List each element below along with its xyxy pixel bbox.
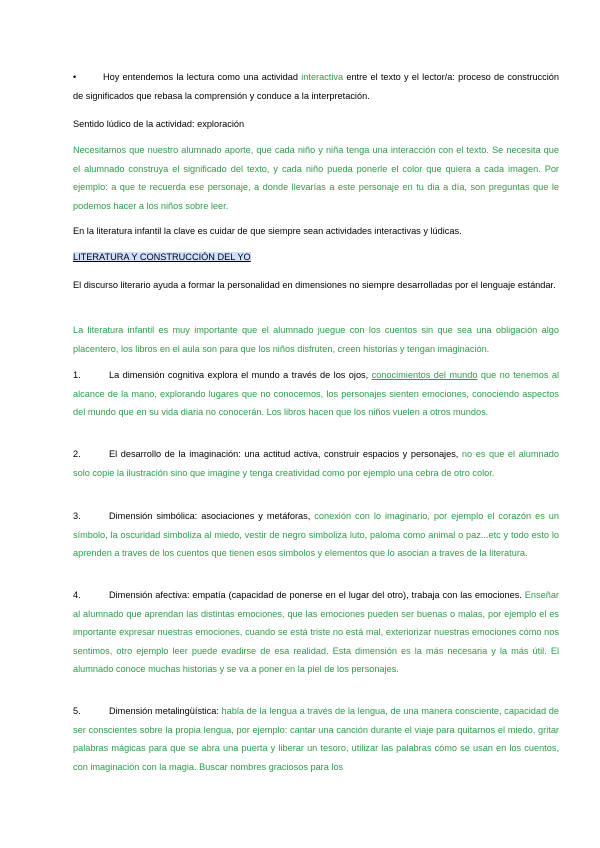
item1-text-c: que no tenemos al alcance de la mano, explorando lugares que no conocemos, los personajes sienten emociones, conociendo aspectos del mundo que en su vida diaria no conocerán. Los libros hacen que los niños vuelen a otros mundos. (73, 370, 559, 417)
list-item-5 (73, 702, 559, 776)
paragraph-clave: En la literatura infantil la clave es cuidar de que siempre sean actividades interactivas y lúdicas. (73, 226, 462, 236)
item5-text-b: habla de la lengua a través de la lengua, de una manera consciente, capacidad de ser conscientes sobre la propia lengua, por ejemplo: cantar una canción durante el viaje para quitarnos el miedo, gritar palabras mágicas para que se abra una puerta y liberar un tesoro, utilizar las palabras cómo se usan en los cuentos, con imaginación con la magia. Buscar nombres graciosos para los (73, 706, 559, 772)
paragraph-necesitamos: Necesitamos que nuestro alumnado aporte, que cada niño y niña tenga una interacción con el texto. Se necesita que el alumnado construya el significado del texto, y cada niño pueda ponerle el color que quiera a cada imagen. Por ejemplo: a que te recuerda ese personaje, a donde llevarías a este personaje en tu dia a día, son preguntas que le podemos hacer a los niños sobre leer. (73, 145, 559, 211)
item3-text-b: conexión con lo imaginario, por ejemplo el corazón es un símbolo, la oscuridad simboliza al miedo, vestir de negro simboliza luto, paloma como animal o paz...etc y todo esto lo aprenden a traves de los cuentos que tienen esos simbolos y elementos que lo asocian a traves de la literatura. (73, 511, 560, 558)
item3-text-a: Dimensión simbólica: asociaciones y metáforas, (109, 511, 315, 521)
paragraph-literatura-infantil: La literatura infantil es muy importante que el alumnado juegue con los cuentos sin que sea una obligación algo placentero, los libros en el aula son para que los niños disfruten, creen historias y tengan imaginación. (73, 325, 559, 354)
section-heading-text: LITERATURA Y CONSTRUCCIÓN DEL YO (73, 252, 251, 262)
list-item-1 (73, 366, 559, 422)
item5-text-a: Dimensión metalingüística: (109, 706, 222, 716)
list-number: 1. (73, 370, 81, 380)
list-number: 4. (73, 590, 81, 600)
item2-text-b: no es que el alumnado solo copie la ilustración sino que imagine y tenga creatividad como por ejemplo una cebra de otro color. (73, 449, 559, 478)
list-number: 2. (73, 449, 81, 459)
intro-text-c: entre el texto y el lector/a: proceso de construcción de significados que rebasa la comprensión y conduce a la interpretación. (73, 72, 560, 101)
item1-link-text: conocimientos del mundo (371, 370, 478, 380)
list-number: 3. (73, 511, 81, 521)
intro-text-interactiva: interactiva (301, 72, 344, 82)
list-number: 5. (73, 706, 81, 716)
bullet-marker: • (73, 72, 77, 82)
item1-text-a: La dimensión cognitiva explora el mundo a través de los ojos, (109, 370, 372, 380)
item4-text-b: Enseñar al alumnado que aprendan las distintas emociones, que las emociones pueden ser buenas o malas, por ejemplo el es importante expresar nuestras emociones, cuando se está triste no está mal, exteriorizar nuestras emociones cómo nos sentimos, otro ejemplo leer puede evadirse de esa realidad. Esta dimensión es la más necesaria y la más útil. El alumnado conoce muchas historias y se va a poner en la piel de los personajes. (73, 590, 559, 674)
intro-text-a: Hoy entendemos la lectura como una actividad (103, 72, 302, 82)
item2-text-a: El desarrollo de la imaginación: una actitud activa, construir espacios y personajes, (109, 449, 462, 459)
list-item-3 (73, 507, 559, 563)
subheading-ludico: Sentido lúdico de la actividad: exploración (73, 119, 245, 129)
paragraph-discurso: El discurso literario ayuda a formar la personalidad en dimensiones no siempre desarrolladas por el lenguaje estándar. (73, 280, 556, 290)
intro-paragraph (73, 68, 559, 105)
section-heading (73, 248, 559, 267)
item4-text-a: Dimensión afectiva: empatía (capacidad de ponerse en el lugar del otro), trabaja con las emociones. (109, 590, 525, 600)
list-item-4 (73, 586, 559, 679)
list-item-2 (73, 445, 559, 482)
